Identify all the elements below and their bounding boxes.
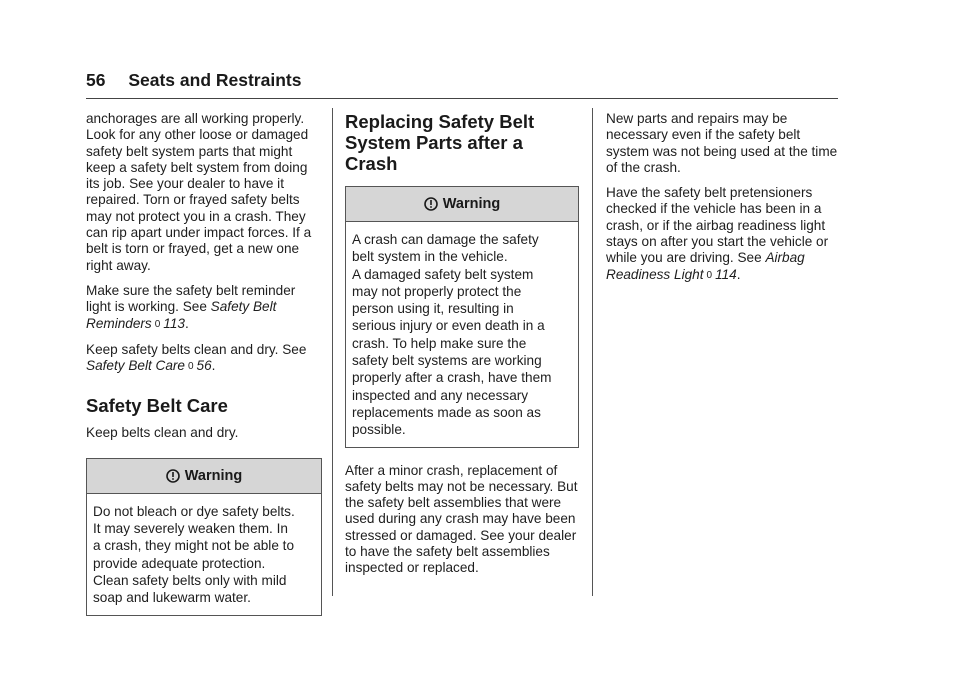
warning-title: Warning [184, 467, 243, 484]
punctuation: . [211, 358, 216, 374]
paragraph: New parts and repairs may be necessary even if the safety belt system was not being used at the time of the crash. [606, 111, 838, 175]
warning-line: belt system in the vehicle. [352, 249, 508, 265]
punctuation: . [736, 266, 741, 282]
warning-icon [424, 197, 438, 211]
warning-line: safety belt systems are working [352, 353, 542, 369]
paragraph-text: Keep safety belts clean and dry. See [86, 341, 307, 357]
column-3 [606, 111, 842, 293]
warning-line: inspected and any necessary [352, 387, 529, 403]
header-rule [86, 98, 838, 99]
warning-line: may not properly protect the [352, 283, 522, 299]
column-1 [86, 111, 322, 616]
warning-title: Warning [442, 195, 501, 212]
warning-line: It may severely weaken them. In [93, 521, 288, 537]
page-ref-arrow-icon: 0 [154, 318, 161, 330]
paragraph [606, 185, 842, 284]
warning-line: provide adequate protection. [93, 555, 266, 571]
paragraph: anchorages are all working properly. Look for any other loose or damaged safety belt system parts that might keep a safety belt system from doing its job. See your dealer to have it repaired. Torn or frayed safety belts may not protect you in a crash. They can rip apart under impact forces. If a belt is torn or frayed, get a new one right away. [86, 111, 312, 273]
paragraph [86, 283, 322, 333]
warning-line: A damaged safety belt system [352, 266, 534, 282]
warning-body [87, 494, 321, 615]
heading-line: System Parts after a [345, 132, 523, 153]
section-heading: Safety Belt Care [86, 395, 228, 417]
warning-line: serious injury or even death in a [352, 318, 545, 334]
warning-line: properly after a crash, have them [352, 370, 552, 386]
xref-link[interactable]: Safety Belt Care [86, 358, 185, 374]
page-header [86, 70, 301, 91]
column-divider-2 [592, 108, 593, 596]
section-heading [345, 111, 579, 174]
xref-page[interactable]: 114 [715, 266, 737, 282]
warning-body [346, 222, 578, 447]
warning-box [345, 186, 579, 448]
page-ref-arrow-icon: 0 [706, 269, 713, 281]
heading-line: Crash [345, 153, 398, 174]
xref-page[interactable]: 113 [163, 315, 185, 331]
xref-page[interactable]: 56 [196, 358, 212, 374]
warning-header [346, 187, 578, 222]
warning-icon [166, 469, 180, 483]
paragraph: After a minor crash, replacement of safety belts may not be necessary. But the safety belt assemblies that were used during any crash may have been stressed or damaged. See your dealer to have the safety belt assemblies inspected or replaced. [345, 462, 578, 576]
section-title: Seats and Restraints [128, 70, 302, 90]
warning-line: possible. [352, 422, 406, 438]
warning-header [87, 459, 321, 494]
page-number: 56 [86, 70, 106, 90]
heading-line: Replacing Safety Belt [345, 111, 535, 132]
warning-line: Do not bleach or dye safety belts. [93, 503, 295, 519]
paragraph [86, 342, 322, 376]
warning-line: crash. To help make sure the [352, 335, 527, 351]
warning-line: replacements made as soon as [352, 404, 541, 420]
warning-line: a crash, they might not be able to [93, 538, 295, 554]
paragraph: Keep belts clean and dry. [86, 425, 239, 441]
warning-box [86, 458, 322, 616]
page-ref-arrow-icon: 0 [187, 361, 194, 373]
xref-link[interactable]: Airbag Readiness Light [606, 250, 805, 282]
warning-line: Clean safety belts only with mild [93, 572, 287, 588]
column-2 [345, 111, 579, 586]
warning-line: person using it, resulting in [352, 301, 514, 317]
xref-link[interactable]: Safety Belt Reminders [86, 299, 277, 331]
paragraph-text: Make sure the safety belt reminder light is working. See [86, 282, 296, 315]
warning-line: soap and lukewarm water. [93, 590, 251, 606]
warning-line: A crash can damage the safety [352, 232, 539, 247]
column-divider-1 [332, 108, 333, 596]
paragraph-text: Have the safety belt pretensioners checked if the vehicle has been in a crash, or if the airbag readiness light stays on after you start the vehicle or while you are driving. See [606, 185, 829, 266]
punctuation: . [184, 315, 189, 331]
